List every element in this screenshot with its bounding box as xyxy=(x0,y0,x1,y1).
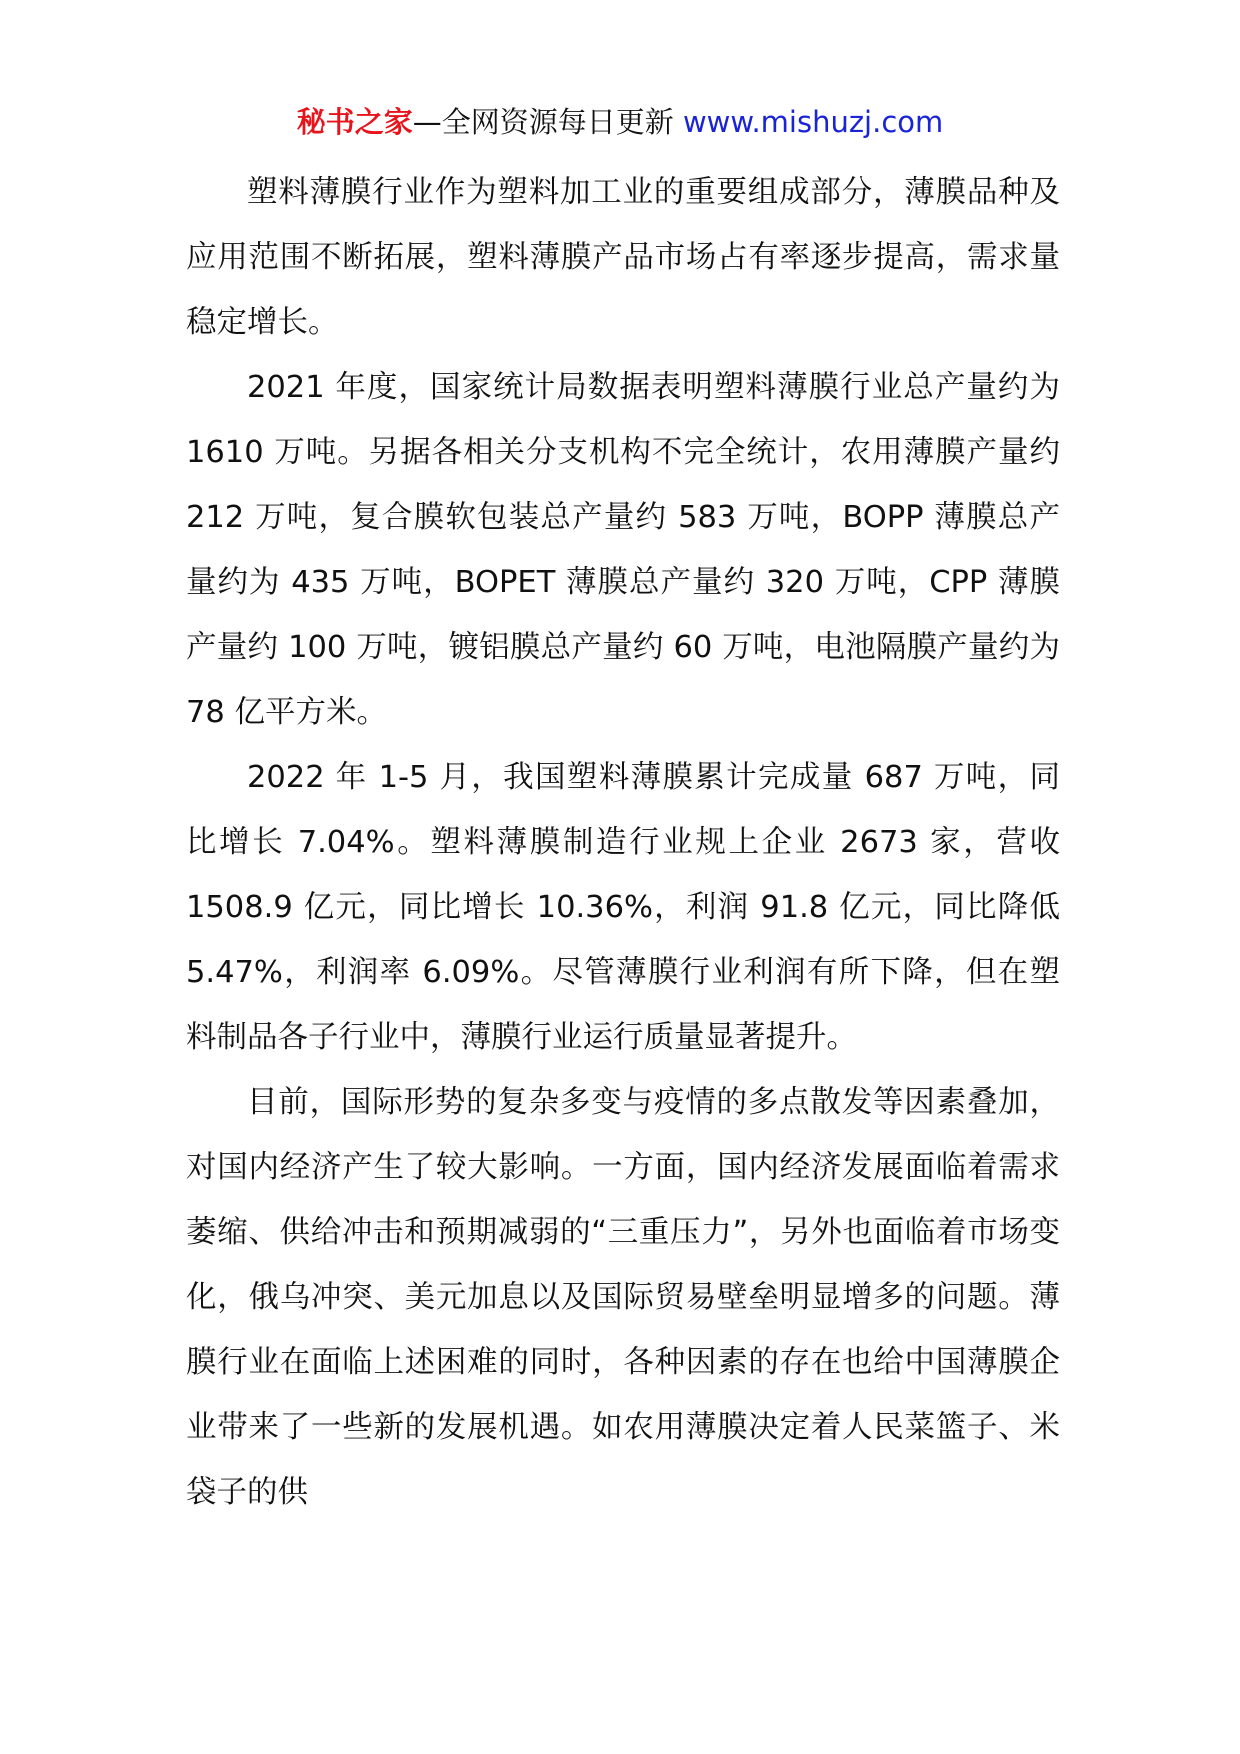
site-url-link[interactable]: www.mishuzj.com xyxy=(682,105,944,139)
paragraph-2021-output: 2021 年度，国家统计局数据表明塑料薄膜行业总产量约为 1610 万吨。另据各相关分支机构不完全统计，农用薄膜产量约 212 万吨，复合膜软包装总产量约 583 万吨，BOPP 薄膜总产量约为 435 万吨，BOPET 薄膜总产量约 320 万吨，CPP 薄膜产量约 100 万吨，镀铝膜总产量约 60 万吨，电池隔膜产量约为 78 亿平方米。 xyxy=(186,370,1060,730)
brand-name: 秘书之家 xyxy=(296,105,413,139)
paragraph-2022-stats: 2022 年 1-5 月，我国塑料薄膜累计完成量 687 万吨，同比增长 7.04%。塑料薄膜制造行业规上企业 2673 家，营收 1508.9 亿元，同比增长 10.36%，利润 91.8 亿元，同比降低 5.47%，利润率 6.09%。尽管薄膜行业利润有所下降，但在塑料制品各子行业中，薄膜行业运行质量显著提升。 xyxy=(186,760,1060,1055)
page-header xyxy=(0,102,1240,142)
header-slogan: —全网资源每日更新 xyxy=(412,105,674,139)
document-body xyxy=(186,160,1060,1525)
paragraph-intro: 塑料薄膜行业作为塑料加工业的重要组成部分，薄膜品种及应用范围不断拓展，塑料薄膜产品市场占有率逐步提高，需求量稳定增长。 xyxy=(186,175,1060,340)
paragraph-outlook: 目前，国际形势的复杂多变与疫情的多点散发等因素叠加，对国内经济产生了较大影响。一方面，国内经济发展面临着需求萎缩、供给冲击和预期减弱的“三重压力”，另外也面临着市场变化，俄乌冲突、美元加息以及国际贸易壁垒明显增多的问题。薄膜行业在面临上述困难的同时，各种因素的存在也给中国薄膜企业带来了一些新的发展机遇。如农用薄膜决定着人民菜篮子、米袋子的供 xyxy=(186,1085,1060,1510)
